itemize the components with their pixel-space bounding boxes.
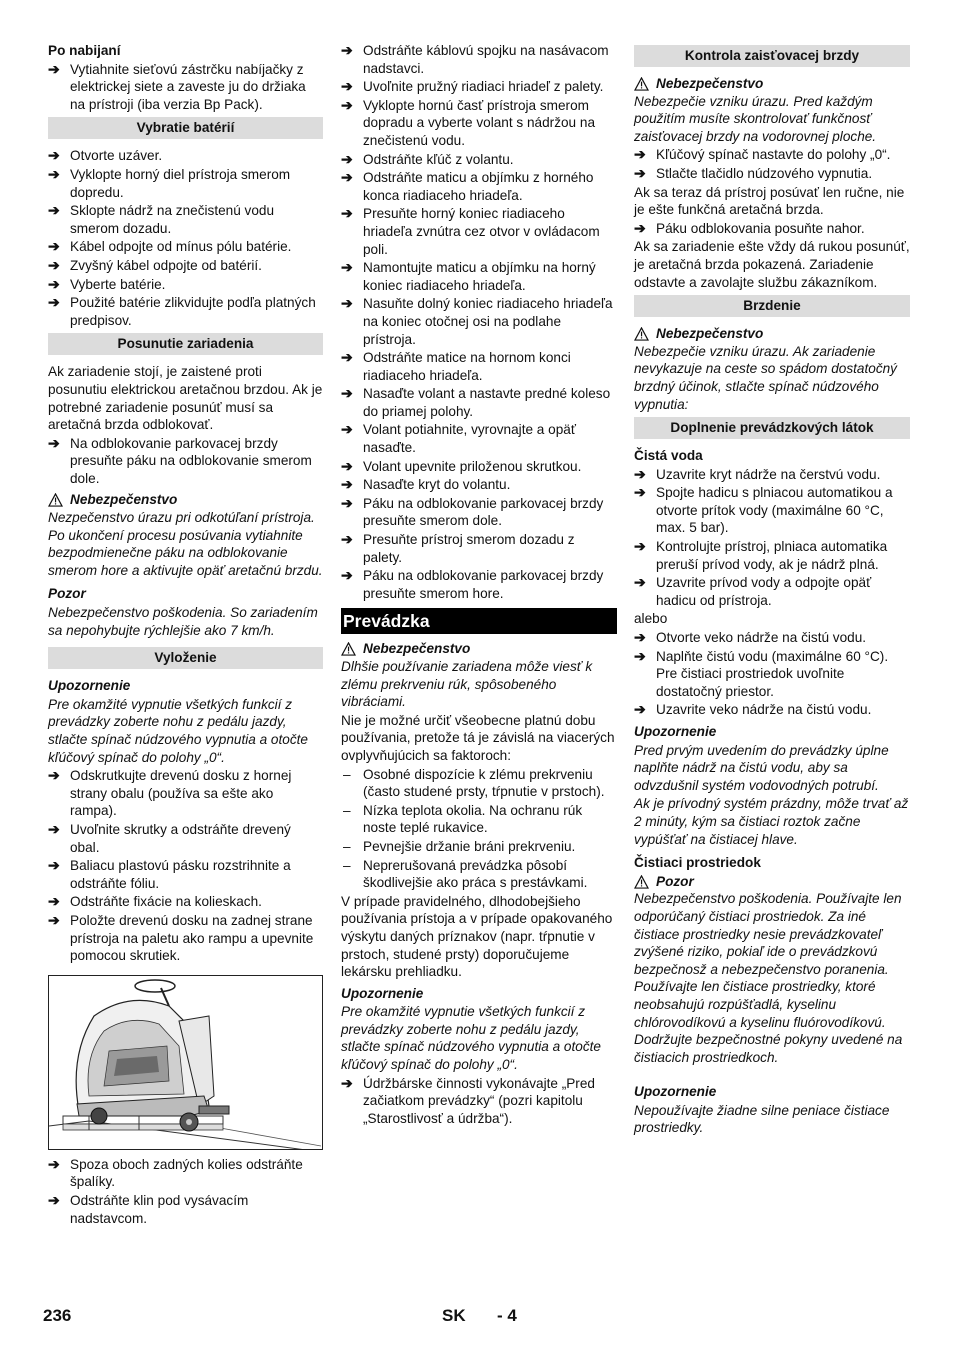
warning-triangle-icon [48,493,63,507]
step-text: Kábel odpojte od mínus pólu batérie. [70,239,292,255]
step-text: Páku na odblokovanie parkovacej brzdy presuňte smerom hore. [363,568,604,601]
posunutie-text: Ak zariadenie stojí, je zaistené proti posunutiu elektrickou aretačnou brzdou. Ak je potrebné zariadenie posunúť musí sa aretačná brzda odblokovať. [48,364,323,433]
dash-bullet: – [343,857,351,873]
step-item [341,259,617,294]
arrow-right-icon: ➔ [48,857,60,874]
step-text: Položte drevenú dosku na zadnej strane prístroja na paletu ako rampu a upevnite pomocou skrutiek. [70,912,314,964]
warning-text: Nebezpečie vzniku úrazu. Pred každým použitím musíte skontrolovať funkčnosť zaisťovacej brzdy na vodorovnej ploche. [634,93,877,144]
dash-text: Osobné dispozície k zlému prekrveniu (často studené prsty, tŕpnutie v prstoch). [363,766,605,800]
steps-posunutie [48,435,323,488]
steps-cista-voda-2 [634,629,910,719]
arrow-right-icon: ➔ [48,820,60,837]
column-1 [48,42,323,1228]
arrow-right-icon: ➔ [634,629,646,646]
step-item [634,165,910,183]
dash-bullet: – [343,802,351,818]
body-text: Nie je možné určiť všeobecne platnú dobu používania, pretože tá je závislá na viacerých ovplyvňujúcich sa faktoroch: [341,712,615,763]
arrow-right-icon: ➔ [48,911,60,928]
body-text: V prípade pravidelného, dlhodobejšieho používania prístoja a v prípade opakovaného výskytu daných príznakov (napr. tŕpnutie v prstoch, studené prsty) doporučujeme lekársku prehliadku. [341,893,613,980]
step-item [341,151,617,169]
step-text: Údržbárske činnosti vykonávajte „Pred začiatkom prevádzky“ (pozri kapitolu „Starostlivosť a údržba“). [363,1075,595,1126]
body-text: Ak sa teraz dá prístroj posúvať len ručne, nie je ešte funkčná aretačná brzda. [634,184,905,218]
step-text: Použité batérie zlikvidujte podľa platných predpisov. [70,295,316,328]
step-text: Uzavrite kryt nádrže na čerstvú vodu. [656,466,881,482]
dash-bullet: – [343,766,351,782]
column-3 [634,42,910,1138]
step-text: Baliacu plastovú pásku rozstrihnite a odstráňte fóliu. [70,858,291,891]
step-item [48,166,323,201]
warning-label: Nebezpečenstvo [656,326,764,342]
steps-kontrola [634,146,910,182]
arrow-right-icon: ➔ [341,78,353,95]
arrow-right-icon: ➔ [634,574,646,591]
scrubber-machine-illustration [49,976,322,1149]
subheading-cistiaci: Čistiaci prostriedok [634,855,761,871]
arrow-right-icon: ➔ [634,538,646,555]
step-item [48,857,323,892]
note-heading: Upozornenie [634,724,717,739]
arrow-right-icon: ➔ [48,893,60,910]
arrow-right-icon: ➔ [48,202,60,219]
note-text: Pre okamžité vypnutie všetkých funkcií z prevádzky zoberte nohu z pedálu jazdy, stlačte spínač núdzového vypnutia a otočte kľúčový spínač do polohy „0“. [48,696,308,765]
arrow-right-icon: ➔ [341,385,353,402]
arrow-right-icon: ➔ [341,567,353,584]
arrow-right-icon: ➔ [48,294,60,311]
arrow-right-icon: ➔ [48,767,60,784]
step-item [341,476,617,494]
arrow-right-icon: ➔ [341,42,353,58]
step-text: Vyberte batérie. [70,276,166,292]
arrow-right-icon: ➔ [341,205,353,222]
body-text: Ak sa zariadenie ešte vždy dá rukou posunúť, je aretačná brzda pokazená. Zariadenie odstavte a zavolajte službu zákazníkom. [634,239,910,290]
warning-heading [634,75,910,93]
section-prevadzka: Prevádzka [341,608,617,634]
steps-after-figure [48,1156,323,1227]
warning-triangle-icon [634,327,649,341]
arrow-right-icon: ➔ [634,465,646,482]
step-text: Uzavrite veko nádrže na čistú vodu. [656,702,872,718]
warning-text: Nezpečenstvo úrazu pri odkotúľaní prístroja. Po ukončení procesu posúvania vytiahnite bezpodmienečne páku na odblokovanie smerom hore a aktivujte opäť aretačnú brzdu. [48,510,323,578]
language-code: SK [442,1306,466,1325]
warning-label: Nebezpečenstvo [363,641,471,657]
step-item [48,1156,323,1191]
arrow-right-icon: ➔ [48,275,60,292]
caution-label: Pozor [656,873,694,889]
section-posunutie-zariadenia: Posunutie zariadenia [48,333,323,355]
step-item [634,484,910,537]
step-item [634,648,910,701]
step-text: Na odblokovanie parkovacej brzdy presuňte páku na odblokovanie smerom dole. [70,435,312,486]
arrow-right-icon: ➔ [341,421,353,438]
steps-kontrola-2 [634,220,910,238]
step-item [341,169,617,204]
step-item [341,421,617,456]
step-item [48,147,323,165]
arrow-right-icon: ➔ [341,457,353,474]
note-text: Ak je prívodný systém prázdny, môže trvať až 2 minúty, kým sa čistiaci roztok začne vypúšťať na čistiacej hlave. [634,796,909,847]
steps-vybratie [48,147,323,329]
dash-list [341,766,617,892]
arrow-right-icon: ➔ [341,494,353,511]
dash-item [341,838,617,856]
warning-text: Nebezpečie vzniku úrazu. Ak zariadenie nevykazuje na ceste so spádom dostatočný brzdný účinok, stlačte spínač núdzového vypnutia: [634,343,897,412]
step-text: Kľúčový spínač nastavte do polohy „0“. [656,147,891,163]
subheading-po-nabijani: Po nabijaní [48,43,121,58]
step-text: Odstráňte klin pod vysávacím nadstavcom. [70,1192,249,1226]
warning-heading [341,640,617,658]
arrow-right-icon: ➔ [634,164,646,181]
step-item [48,893,323,911]
step-item [48,767,323,820]
warning-heading [634,325,910,343]
alebo-text: alebo [634,611,668,627]
dash-item [341,857,617,892]
step-text: Vyklopte hornú časť prístroja smerom dopradu a vyberte volant s nádržou na znečistenú vodu. [363,97,596,148]
arrow-right-icon: ➔ [634,219,646,236]
step-item [341,1075,617,1128]
arrow-right-icon: ➔ [341,349,353,366]
step-text: Páku odblokovania posuňte nahor. [656,220,865,236]
caution-text: Nebezpečenstvo poškodenia. Používajte len odporúčaný čistiaci prostriedok. Za iné čistiace prostriedky nesie prevádzkovateľ zvýšené riziko, pokiaľ ide o prevádzkovú bezpečnosž a nebezpečenstvo poranenia. Používajte len čistiace prostriedky, ktoré neobsahujú rozpúšťadlá, kyselinu chlórovodíkovú a kyselinu fluórovodíkovú. Dodržujte bezpečnostné pokyny uvedené na čistiacich prostriedkoch. [634,891,903,1065]
section-vybratie-baterii: Vybratie batérií [48,117,323,139]
step-item [634,574,910,609]
note-text: Pred prvým uvedením do prevádzky úplne naplňte nádrž na čistú vodu, aby sa odvzdušnil systém vodovodných potrubí. [634,742,889,793]
dash-item [341,766,617,801]
step-text: Naplňte čistú vodu (maximálne 60 °C). Pre čistiaci prostriedok uvoľnite dostatočný priestor. [656,648,889,699]
warning-text: Dlhšie používanie zariadena môže viesť k zlému prekrveniu rúk, spôsobeného vibráciami. [341,659,593,710]
arrow-right-icon: ➔ [48,1191,60,1208]
arrow-right-icon: ➔ [48,434,60,451]
arrow-right-icon: ➔ [48,165,60,182]
step-text: Sklopte nádrž na znečistenú vodu smerom dozadu. [70,203,275,236]
step-text: Uvoľnite skrutky a odstráňte drevený obal. [70,821,291,855]
warning-triangle-icon [341,642,356,656]
arrow-right-icon: ➔ [341,259,353,276]
arrow-right-icon: ➔ [341,1074,353,1091]
step-item [341,78,617,96]
step-text: Spojte hadicu s plniacou automatikou a otvorte prítok vody (maximálne 60 °C, max. 5 bar). [656,485,893,536]
arrow-right-icon: ➔ [48,256,60,273]
note-heading: Upozornenie [341,985,424,1001]
dash-bullet: – [343,838,351,854]
note-heading: Upozornenie [634,1084,717,1100]
step-item [341,567,617,602]
step-text: Kontrolujte prístroj, plniaca automatika preruší prívod vody, ak je nádrž plná. [656,539,888,572]
warning-label: Nebezpečenstvo [70,492,178,508]
arrow-right-icon: ➔ [634,484,646,501]
step-item [48,1192,323,1227]
dash-text: Neprerušovaná prevádzka pôsobí škodlivejšie ako práca s prestávkami. [363,857,588,891]
step-item [341,42,617,77]
step-text: Otvorte veko nádrže na čistú vodu. [656,630,867,646]
step-text: Otvorte uzáver. [70,148,163,164]
step-item [634,701,910,719]
step-item [48,61,323,114]
section-vylozenie: Vyloženie [48,647,323,669]
step-text: Vytiahnite sieťovú zástrčku nabíjačky z elektrickej siete a zaveste ju do držiaka na prístroji (iba verzia Bp Pack). [70,61,306,112]
arrow-right-icon: ➔ [341,169,353,186]
arrow-right-icon: ➔ [341,96,353,113]
sub-page-number: - 4 [497,1306,517,1325]
section-doplnenie: Doplnenie prevádzkových látok [634,417,910,439]
step-text: Namontujte maticu a objímku na horný koniec riadiaceho hriadeľa. [363,260,596,293]
note-text: Pre okamžité vypnutie všetkých funkcií z prevádzky zoberte nohu z pedálu jazdy, stlačte spínač núdzového vypnutia a otočte kľúčový spínač do polohy „0“. [341,1004,601,1073]
step-text: Zvyšný kábel odpojte od batérií. [70,257,262,273]
step-text: Odstráňte maticu a objímku z horného konca riadiaceho hriadeľa. [363,170,594,203]
step-item [48,238,323,256]
step-text: Nasaďte kryt do volantu. [363,477,511,493]
arrow-right-icon: ➔ [48,238,60,255]
dash-text: Pevnejšie držanie bráni prekrveniu. [363,838,576,854]
dash-item [341,802,617,837]
step-text: Stlačte tlačidlo núdzového vypnutia. [656,165,873,181]
arrow-right-icon: ➔ [341,150,353,167]
arrow-right-icon: ➔ [48,147,60,164]
caution-heading: Pozor [48,586,86,602]
page-number: 236 [43,1306,72,1325]
step-text: Nasuňte dolný koniec riadiaceho hriadeľa na koniec otočnej osi na podlahe prístroja. [363,296,613,347]
step-item [48,276,323,294]
warning-label: Nebezpečenstvo [656,76,764,91]
arrow-right-icon: ➔ [341,295,353,312]
step-item [341,495,617,530]
step-item [48,294,323,329]
steps-assembly [341,42,617,602]
step-text: Odstráňte kľúč z volantu. [363,151,514,167]
step-item [341,385,617,420]
steps-po-nabijani [48,61,323,114]
arrow-right-icon: ➔ [341,476,353,493]
step-text: Uzavrite prívod vody a odpojte opäť hadicu od prístroja. [656,575,872,608]
warning-triangle-icon [634,77,649,91]
step-item [634,629,910,647]
arrow-right-icon: ➔ [634,146,646,163]
section-kontrola-brzdy: Kontrola zaisťovacej brzdy [634,45,910,67]
step-text: Volant potiahnite, vyrovnajte a opäť nasaďte. [363,422,576,456]
step-text: Odstráňte fixácie na kolieskach. [70,894,262,910]
step-item [341,97,617,150]
step-text: Volant upevnite priloženou skrutkou. [363,458,582,474]
steps-vylozenie [48,767,323,965]
arrow-right-icon: ➔ [48,1155,60,1172]
step-text: Odstráňte matice na hornom konci riadiaceho hriadeľa. [363,350,571,383]
steps-cista-voda [634,466,910,610]
caution-text: Nebezpečenstvo poškodenia. So zariadením sa nepohybujte rýchlejšie ako 7 km/h. [48,605,318,638]
step-item [634,146,910,164]
arrow-right-icon: ➔ [634,647,646,664]
step-item [341,349,617,384]
step-text: Odstráňte káblovú spojku na nasávacom nadstavci. [363,43,609,76]
section-brzdenie: Brzdenie [634,295,910,317]
warning-heading [48,491,323,509]
step-text: Odskrutkujte drevenú dosku z hornej strany obalu (používa sa ešte ako rampa). [70,768,292,819]
caution-heading [634,873,910,891]
step-text: Presuňte prístroj smerom dozadu z palety. [363,532,575,565]
step-item [341,531,617,566]
arrow-right-icon: ➔ [48,60,60,77]
note-text: Nepoužívajte žiadne silne peniace čistiace prostriedky. [634,1102,890,1136]
arrow-right-icon: ➔ [341,531,353,548]
step-item [48,435,323,488]
step-item [48,912,323,965]
step-item [48,257,323,275]
step-text: Páku na odblokovanie parkovacej brzdy presuňte smerom dole. [363,495,604,529]
step-item [48,821,323,856]
step-item [341,205,617,258]
step-item [634,220,910,238]
step-item [634,538,910,573]
step-text: Spoza oboch zadných kolies odstráňte špalíky. [70,1156,303,1190]
step-item [634,466,910,484]
note-heading: Upozornenie [48,678,131,694]
step-item [48,202,323,237]
step-text: Presuňte horný koniec riadiaceho hriadeľa zvnútra cez otvor v ovládacom poli. [363,206,600,257]
subheading-cista-voda: Čistá voda [634,448,703,464]
step-text: Nasaďte volant a nastavte predné koleso do priamej polohy. [363,386,611,419]
step-item [341,295,617,348]
steps-maintenance [341,1075,617,1128]
dash-text: Nízka teplota okolia. Na ochranu rúk noste teplé rukavice. [363,802,583,836]
step-text: Uvoľnite pružný riadiaci hriadeľ z palety. [363,79,604,95]
column-2 [341,42,617,1128]
unloading-illustration [48,975,323,1150]
step-item [341,458,617,476]
arrow-right-icon: ➔ [634,701,646,718]
step-text: Vyklopte horný diel prístroja smerom dopredu. [70,166,291,200]
warning-triangle-icon [634,875,649,889]
